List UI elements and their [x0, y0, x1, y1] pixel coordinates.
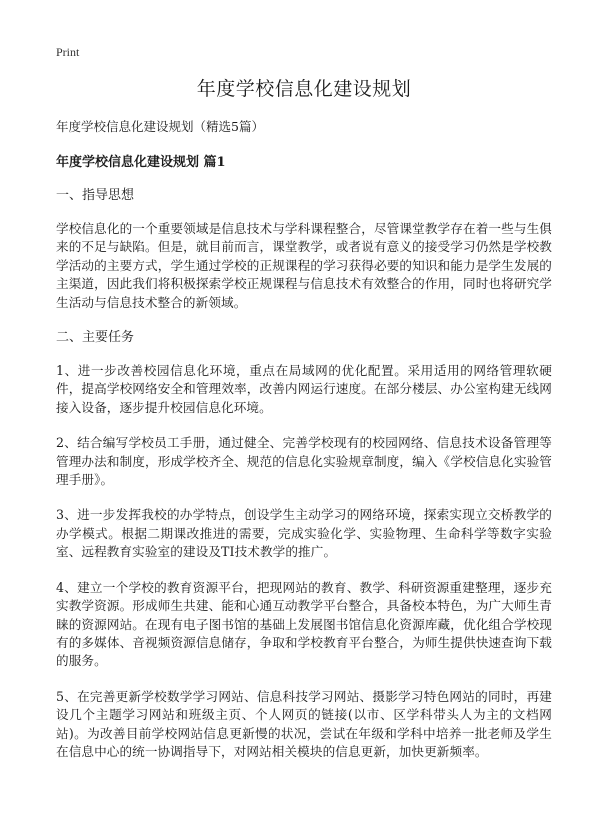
document-subtitle: 年度学校信息化建设规划（精选5篇） [56, 119, 264, 134]
article-title: 年度学校信息化建设规划 篇1 [56, 155, 226, 170]
paragraph-task-1: 1、进一步改善校园信息化环境，重点在局域网的优化配置。采用适用的网络管理软硬件，提高学校网络安全和管理效率，改善内网运行速度。在部分楼层、办公室构建无线网接入设备，逐步提升校园信息化环境。 [56, 363, 552, 415]
heading-guiding-thought: 一、指导思想 [56, 188, 135, 203]
document-title: 年度学校信息化建设规划 [196, 78, 412, 100]
paragraph-guiding-thought: 学校信息化的一个重要领域是信息技术与学科课程整合，尽管课堂教学存在着一些与生俱来的不足与缺陷。但是，就目前而言，课堂教学，或者说有意义的接受学习仍然是学校教学活动的主要方式，学生通过学校的正规课程的学习获得必要的知识和能力是学生发展的主渠道，因此我们将积极探索学校正规课程与信息技术有效整合的作用，同时也将研究学生活动与信息技术整合的新领域。 [56, 221, 552, 310]
heading-main-tasks: 二、主要任务 [56, 330, 135, 346]
paragraph-task-3: 3、进一步发挥我校的办学特点，创设学生主动学习的网络环境，探索实现立交桥教学的办学模式。根据二期课改推进的需要，完成实验化学、实验物理、生命科学等数字实验室、远程教育实验室的建设及TI技术教学的推广。 [56, 507, 552, 560]
paragraph-task-4: 4、建立一个学校的教育资源平台，把现网站的教育、教学、科研资源重建整理，逐步充实教学资源。形成师生共建、能和心通互动教学平台整合，具备校本特色，为广大师生青睐的资源网站。在现有电子图书馆的基础上发展图书馆信息化资源库藏，优化组合学校现有的多媒体、音视频资源信息储存，争取和学校教育平台整合，为师生提供快速查询下载的服务。 [56, 579, 552, 669]
paragraph-task-5: 5、在完善更新学校数学学习网站、信息科技学习网站、摄影学习特色网站的同时，再建设几个主题学习网站和班级主页、个人网页的链接(以市、区学科带头人为主的文档网站)。为改善目前学校网站信息更新慢的状况，尝试在年级和学科中培养一批老师及学生在信息中心的统一协调指导下，对网站相关模块的信息更新，加快更新频率。 [56, 688, 552, 759]
print-link[interactable]: Print [56, 45, 80, 59]
paragraph-task-2: 2、结合编写学校员工手册，通过健全、完善学校现有的校园网络、信息技术设备管理等管理办法和制度，形成学校齐全、规范的信息化实验规章制度，编入《学校信息化实验管理手册》。 [56, 435, 552, 488]
